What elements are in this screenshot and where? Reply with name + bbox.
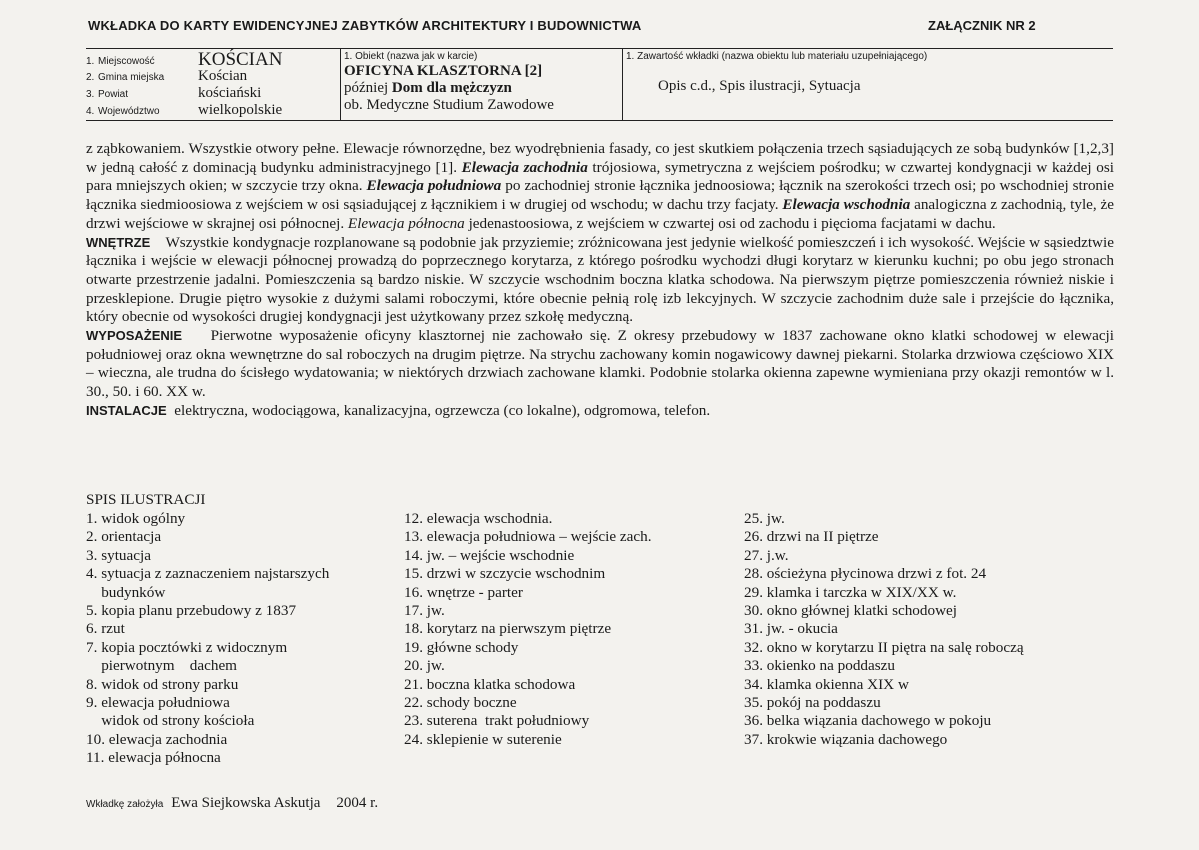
illustration-item: 2. orientacja: [86, 528, 162, 546]
interior-paragraph: WNĘTRZE Wszystkie kondygnacje rozplanowane są podobnie jak przyziemie; zróżnicowana jest jedynie wielkość pomieszczeń i ich wysokość. Wejście w sąsiedztwie łącznika i wejście w elewacji północnej prowadzą do poprzecznego korytarza, z którego pośrodku wychodzi długi korytarz w kierunku kuchni; po obu jego stronach otwarte przestrzenie jadalni. Pomieszczenia są bardzo niskie. W szczycie wschodnim boczna klatka schodowa. Na pierwszym piętrze pomieszczenia również niskie i przesklepione. Drugie piętro wysokie z dużymi salami roboczymi, które obecnie pełnią rolę izb lekcyjnych. W szczycie zachodnim duże sale i przejście do łącznika, który obecnie od wysokości drugiej kondygnacji jest użytkowany przez szkołę medyczną.: [86, 233, 1114, 326]
illustration-item: 10. elewacja zachodnia: [86, 730, 228, 748]
illustration-item: 11. elewacja północna: [86, 749, 221, 767]
illustration-item: 36. belka wiązania dachowego w pokoju: [744, 712, 992, 730]
furnishings-heading: WYPOSAŻENIE: [86, 328, 183, 344]
illustration-item: budynków: [86, 583, 166, 601]
description-text: [86, 140, 1114, 421]
illustration-item: 27. j.w.: [744, 546, 789, 564]
location-row-town: 1. Miejscowość KOŚCIAN: [86, 49, 283, 70]
illustration-item: 21. boczna klatka schodowa: [404, 675, 576, 693]
divider-left: [340, 48, 341, 120]
illustration-item: 16. wnętrze - parter: [404, 583, 523, 601]
form-title: WKŁADKA DO KARTY EWIDENCYJNEJ ZABYTKÓW ARCHITEKTURY I BUDOWNICTWA: [88, 18, 642, 33]
illustration-item: pierwotnym dachem: [86, 657, 237, 675]
illustration-item: 15. drzwi w szczycie wschodnim: [404, 565, 606, 583]
contents-label: 1. Zawartość wkładki (nazwa obiektu lub materiału uzupełniającego): [626, 51, 928, 62]
illustrations-column-1: [86, 510, 329, 768]
illustration-item: 24. sklepienie w suterenie: [404, 730, 562, 748]
illustration-item: 12. elewacja wschodnia.: [404, 510, 553, 527]
header-bottom-rule: [86, 120, 1113, 121]
illustration-item: 9. elewacja południowa: [86, 694, 230, 712]
illustration-item: 13. elewacja południowa – wejście zach.: [404, 528, 652, 546]
heading-south-facade: Elewacja południowa: [366, 177, 502, 195]
location-row-commune: 2. Gmina miejska Kościan: [86, 68, 248, 84]
installations-paragraph: INSTALACJE elektryczna, wodociągowa, kanalizacyjna, ogrzewcza (co lokalne), odgromowa, telefon.: [86, 401, 711, 419]
contents-value: Opis c.d., Spis ilustracji, Sytuacja: [658, 78, 861, 94]
location-row-district: 3. Powiat kościański: [86, 85, 262, 101]
illustration-item: 18. korytarz na pierwszym piętrze: [404, 620, 612, 638]
illustration-item: 5. kopia planu przebudowy z 1837: [86, 602, 297, 620]
location-row-voivodeship: 4. Województwo wielkopolskie: [86, 102, 283, 118]
divider-right: [622, 48, 623, 120]
illustration-item: 8. widok od strony parku: [86, 675, 239, 693]
illustration-item: 28. ościeżyna płycinowa drzwi z fot. 24: [744, 565, 987, 583]
illustration-item: 6. rzut: [86, 620, 125, 638]
footer-author: Ewa Siejkowska Askutja: [171, 795, 321, 811]
illustration-item: 32. okno w korytarzu II piętra na salę roboczą: [744, 638, 1024, 656]
interior-heading: WNĘTRZE: [86, 234, 151, 250]
illustration-item: 22. schody boczne: [404, 694, 517, 712]
object-current-use: ob. Medyczne Studium Zawodowe: [344, 97, 554, 113]
illustration-item: 26. drzwi na II piętrze: [744, 528, 879, 546]
illustration-item: 30. okno głównej klatki schodowej: [744, 602, 958, 620]
illustrations-title: SPIS ILUSTRACJI: [86, 491, 206, 508]
illustration-item: 3. sytuacja: [86, 546, 151, 564]
object-label: 1. Obiekt (nazwa jak w karcie): [344, 51, 478, 62]
heading-north-facade: Elewacja północna: [347, 214, 465, 232]
town-name: KOŚCIAN: [198, 49, 283, 70]
facades-paragraph: z ząbkowaniem. Wszystkie otwory pełne. Elewacje równorzędne, bez wyodrębnienia fasady, co jest skutkiem połączenia trzech sąsiadujących ze sobą budynków [1,2,3] w jedną całość z dominacją budynku administracyjnego [1]. Elewacja zachodnia trójosiowa, symetryczna z wejściem pośrodku; w czwartej kondygnacji w każdej osi para mniejszych okien; w szczycie trzy okna. Elewacja południowa po zachodniej stronie łącznika jednoosiowa; łącznik na szerokości trzech osi; po wschodniej stronie łącznika siedmioosiowa z wejściem w osi sąsiadującej z łącznikiem i w drugiej od wschodu; w dachu trzy facjaty. Elewacja wschodnia analogiczna z zachodnią, tyle, że drzwi wejściowe w skrajnej osi północnej. Elewacja północna jedenastoosiowa, z wejściem w czwartej osi od zachodu i pięcioma facjatami w dachu.: [86, 140, 1114, 232]
illustration-item: 35. pokój na poddaszu: [744, 694, 881, 712]
object-block: [344, 51, 620, 114]
footer: [86, 794, 378, 812]
illustration-item: 37. krokwie wiązania dachowego: [744, 730, 948, 748]
illustration-item: 17. jw.: [404, 602, 445, 620]
heading-east-facade: Elewacja wschodnia: [782, 196, 911, 214]
object-later-use: później Dom dla mężczyzn: [344, 80, 512, 96]
heading-west-facade: Elewacja zachodnia: [461, 158, 588, 176]
illustration-item: 34. klamka okienna XIX w: [744, 675, 909, 693]
illustration-item: 14. jw. – wejście wschodnie: [404, 546, 575, 564]
installations-heading: INSTALACJE: [86, 402, 167, 418]
contents-block: [626, 51, 1112, 95]
illustration-item: widok od strony kościoła: [86, 712, 255, 730]
illustration-item: 20. jw.: [404, 657, 445, 675]
annex-number: ZAŁĄCZNIK NR 2: [928, 18, 1036, 33]
footer-label: Wkładkę założyła: [86, 799, 164, 810]
illustration-item: 23. suterena trakt południowy: [404, 712, 590, 730]
footer-year: 2004 r.: [336, 795, 379, 811]
illustration-item: 31. jw. - okucia: [744, 620, 838, 638]
object-name: OFICYNA KLASZTORNA [2]: [344, 63, 543, 79]
illustration-item: 1. widok ogólny: [86, 510, 186, 527]
illustration-item: 29. klamka i tarczka w XIX/XX w.: [744, 583, 957, 601]
illustration-item: 7. kopia pocztówki z widocznym: [86, 638, 288, 656]
location-block: [86, 50, 338, 119]
illustration-item: 33. okienko na poddaszu: [744, 657, 895, 675]
illustration-item: 25. jw.: [744, 510, 785, 527]
illustrations-column-3: [744, 510, 1024, 749]
illustrations-column-2: [404, 510, 652, 749]
furnishings-paragraph: WYPOSAŻENIE Pierwotne wyposażenie oficyny klasztornej nie zachowało się. Z okresy przebudowy w 1837 zachowane okno klatki schodowej w elewacji południowej oraz okna wewnętrzne do sal roboczych na drugim piętrze. Na strychu zachowany komin nogawicowy dawnej piekarni. Stolarka drzwiowa częściowo XIX – wieczna, ale trudna do ścisłego wydatowania; w niektórych drzwiach zachowane klamki. Podobnie stolarka okienna zapewne wymieniana przy okazji remontów w l. 30., 50. i 60. XX w.: [86, 327, 1114, 401]
illustration-item: 4. sytuacja z zaznaczeniem najstarszych: [86, 565, 330, 583]
illustration-item: 19. główne schody: [404, 638, 519, 656]
